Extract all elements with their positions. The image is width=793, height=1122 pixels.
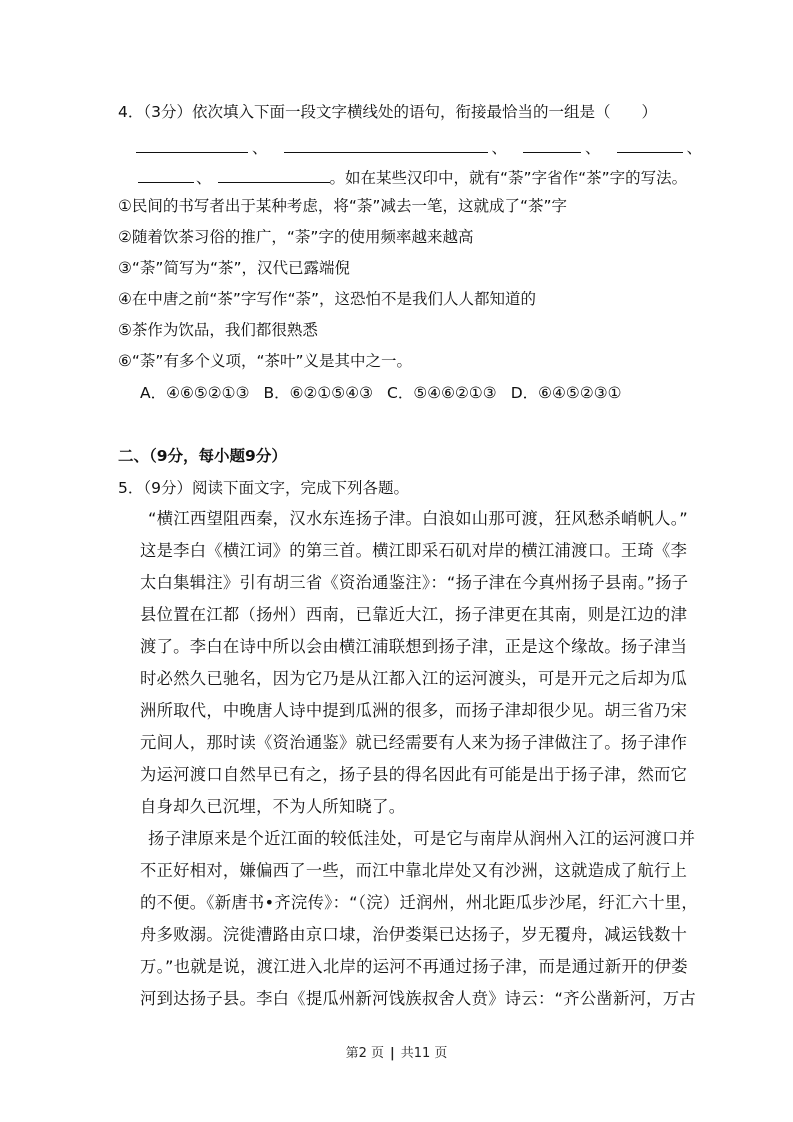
answer-blank xyxy=(138,166,194,183)
blank-separator: 、 xyxy=(686,139,703,157)
option-a[interactable]: A．④⑥⑤②①③ xyxy=(140,384,250,402)
option-d[interactable]: D．⑥④⑤②③① xyxy=(510,384,622,402)
question-4-options xyxy=(140,383,622,403)
passage-line: 自身却久已沉埋，不为人所知晓了。 xyxy=(140,797,406,816)
passage-line: 渡了。李白在诗中所以会由横江浦联想到扬子津，正是这个缘故。扬子津当 xyxy=(140,637,688,656)
question-4-blanks-row-1 xyxy=(136,136,702,158)
passage-line: 太白集辑注》引有胡三省《资治通鉴注》：“扬子津在今真州扬子县南。”扬子 xyxy=(140,573,689,592)
question-4-blanks-row-2 xyxy=(138,166,687,188)
page-total: 共11 页 xyxy=(400,1046,448,1061)
passage-line: 元间人，那时读《资治通鉴》就已经需要有人来为扬子津做注了。扬子津作 xyxy=(140,733,688,752)
passage-line: 的不便。《新唐书•齐浣传》：“（浣）迁润州，州北距瓜步沙尾，纡汇六十里， xyxy=(140,893,698,912)
passage-line: 万。”也就是说，渡江进入北岸的运河不再通过扬子津，而是通过新开的伊娄 xyxy=(140,957,688,976)
passage-line: 时必然久已驰名，因为它乃是从江都入江的运河渡头，可是开元之后却为瓜 xyxy=(140,669,688,688)
passage-line: 河到达扬子县。李白《提瓜州新河饯族叔舍人贲》诗云：“齐公凿新河，万古 xyxy=(140,989,696,1008)
question-4-stem: 4．（3分）依次填入下面一段文字横线处的语句，衔接最恰当的一组是（ ） xyxy=(118,103,657,121)
question-4-item: ③“荼”简写为“茶”，汉代已露端倪 xyxy=(118,259,351,277)
passage-line: 这是李白《横江词》的第三首。横江即采石矶对岸的横江浦渡口。王琦《李 xyxy=(140,541,688,560)
question-4-item: ①民间的书写者出于某种考虑，将“荼”减去一笔，这就成了“茶”字 xyxy=(118,197,568,215)
footer-divider: | xyxy=(389,1046,395,1061)
passage-line: 舟多败溺。浣徙漕路由京口埭，治伊娄渠已达扬子，岁无覆舟，减运钱数十 xyxy=(140,925,688,944)
section-heading: 二、（9分，每小题9分） xyxy=(118,447,287,465)
option-b[interactable]: B．⑥②①⑤④③ xyxy=(263,384,373,402)
question-4-item: ⑤茶作为饮品，我们都很熟悉 xyxy=(118,321,318,339)
page-footer xyxy=(0,1042,793,1061)
question-4-item: ⑥“荼”有多个义项，“茶叶”义是其中之一。 xyxy=(118,352,413,370)
blank-separator: 、 xyxy=(252,139,268,157)
passage-line: 为运河渡口自然早已有之，扬子县的得名因此有可能是出于扬子津，然而它 xyxy=(140,765,688,784)
question-4-passage-tail: 。如在某些汉印中，就有“荼”字省作“茶”字的写法。 xyxy=(329,169,688,187)
question-4-item: ②随着饮茶习俗的推广，“荼”字的使用频率越来越高 xyxy=(118,228,474,246)
page-number: 第2 页 xyxy=(345,1046,384,1061)
blank-separator: 、 xyxy=(196,169,212,187)
question-4-item: ④在中唐之前“茶”字写作“荼”，这恐怕不是我们人人都知道的 xyxy=(118,290,537,308)
passage-line: 县位置在江都（扬州）西南，已靠近大江，扬子津更在其南，则是江边的津 xyxy=(140,605,688,624)
answer-blank xyxy=(523,136,581,153)
passage-line: “横江西望阻西秦，汉水东连扬子津。白浪如山那可渡，狂风愁杀峭帆人。” xyxy=(148,509,688,528)
answer-blank xyxy=(136,136,248,153)
answer-blank xyxy=(617,136,683,153)
blank-separator: 、 xyxy=(585,139,601,157)
answer-blank xyxy=(284,136,488,153)
question-5-stem: 5．（9分）阅读下面文字，完成下列各题。 xyxy=(118,479,409,497)
option-c[interactable]: C．⑤④⑥②①③ xyxy=(387,384,497,402)
passage-line: 扬子津原来是个近江面的较低洼处，可是它与南岸从润州入江的运河渡口并 xyxy=(148,829,696,848)
passage-line: 不正好相对，嫌偏西了一些，而江中靠北岸处又有沙洲，这就造成了航行上 xyxy=(140,861,688,880)
passage-line: 洲所取代，中晚唐人诗中提到瓜洲的很多，而扬子津却很少见。胡三省乃宋 xyxy=(140,701,688,720)
answer-blank xyxy=(218,166,330,183)
blank-separator: 、 xyxy=(491,139,508,157)
